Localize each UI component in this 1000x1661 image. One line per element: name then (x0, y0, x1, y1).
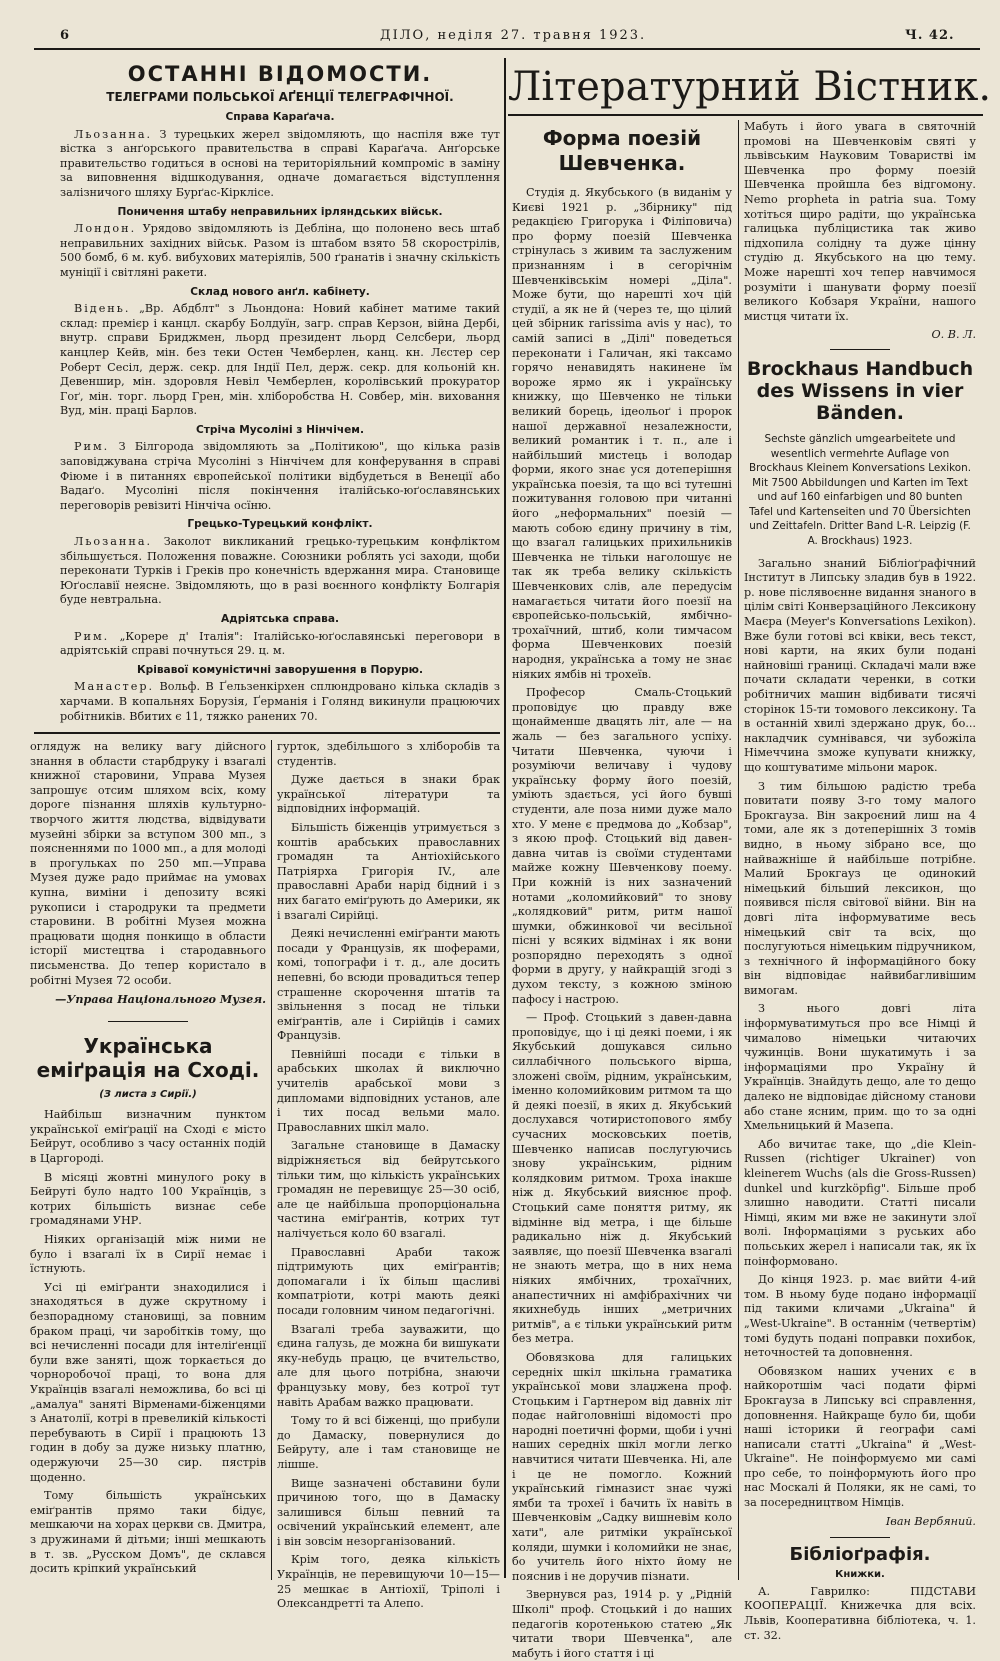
emigration-paragraph: Деякі нечисленні еміґранти мають посади у Французів, як шоферами, комі, топографи і т. д., але досить непевні, бо всюди провадиться тепер страшенне скорочення штатів та звільнення з посад не тільки еміґрантів, але і Сирійців і самих Французів. (277, 927, 500, 1043)
brockhaus-paragraph: Обовязком наших учених є в найкоротшім часі подати фірмі Брокгауза в Липську всі справлення, доповнення. Найкраще було би, щоби наші історики й географи самі написали статті „Ukraina" й „West-Ukraine". Не поінформуємо ми самі про себе, то поінформують його про нас Москалі й Поляки, як не самі, то за посередництвом Німців. (744, 1364, 976, 1510)
news-item: Манастер. Вольф. В Ґельзенкірхен сплюндровано кілька складів з харчами. В копальнях Борузія, Ґерманія і Голянд викинули працюючих робітників. Вбитих є 11, тяжко ранених 70. (60, 680, 500, 723)
emigration-subtitle: (З листа з Сирії.) (99, 1088, 197, 1100)
brockhaus-paragraph: Або вичитає таке, що „die Klein-Russen (richtiger Ukrainer) von kleinerem Wuchs (als die Gross-Russen) dunkel und kurzköpfig". Більше проб злишно наводити. Статті писали Німці, яким ми вже не закинути злої волі. Інформаціями з руських або польських жерел і написали так, як їх поінформовано. (744, 1137, 976, 1268)
column-rule (738, 120, 739, 1580)
column-rule (271, 740, 272, 1580)
issue-number: Ч. 42. (905, 28, 955, 43)
brockhaus-german-description: Sechste gänzlich umgearbeitete und wesentlich vermehrte Auflage von Brockhaus Kleinem Konversations Lexikon. Mit 7500 Abbildungen und Karten im Text und auf 160 einfarbigen und 80 bunten Tafel und Kartenseiten und 70 Übersichten und Zeittafeln. Dritter Band L-R. Leipzig (F. A. Brockhaus) 1923. (748, 432, 972, 548)
museum-notice: оглядуж на велику вагу дійсного знання в области старбдруку і взагалі книжної старовини, Управа Музея запрошує отсим шляхом всіх, кому дороге пізнання шляхів культурно-творчого життя людства, відвідувати музейні збірки за вступом 300 мп., з поясненнями по 1000 мп., а для молоді в прогульках по 250 мп.—Управа Музея дуже радо приймає на умовах купна, виміни і депозиту всякі рукописи і стародруки та предмети старовини. В робітні Музея можна працювати щодня понкищо в области історії мистецтва і стародавнього письменства. До тепер користало в робітні Музея 72 особи. (30, 740, 266, 987)
literary-paragraph: — Проф. Стоцький з давен-давна проповідує, що і ці деякі поеми, і як Якубський дошукався сильно силлабічного польського вірша, зложені своїм, рідним, українським, іменно коломийковим ритмом та що й деякі поезії, в яких д. Якубський дослухався чотиристопового ямбу сучасних московських поетів, Шевченко написав послугуючись знову українським, рідним колядковим ритмом. Троха інакше ніж д. Якубський вияснює проф. Стоцький саме поняття ритму, як відмінне від метра, і ще більше радикально ніж д. Якубський заявляє, що поезії Шевченка взагалі не знають метра, що в них нема ніяких ямбічних, трохаїчних, анапестичних ні амфібрахічних чи якихнебудь інших „метричних ритмів", а є тільки український ритм без метра. (512, 1011, 732, 1346)
emigration-paragraph: Крім того, деяка кількість Українців, не перевищуючи 10—15—25 мешкає в Антіохії, Тріполі і Олександретті та Алепо. (277, 1553, 500, 1611)
news-item: Льозанна. Заколот викликаний грецько-турецьким конфліктом збільшується. Положення поважне. Союзники роблять усі заходи, щоби переконати Турків і Греків про конечність вдержання мира. Становище Юґославії неясне. Звідомляють, що в разі воєнного конфлікту Болгарія буде невтральна. (60, 535, 500, 607)
news-heading: Стріча Мусоліні з Нінчічем. (196, 423, 364, 436)
divider (108, 1021, 188, 1022)
latest-news-title: ОСТАННІ ВІДОМОСТИ. (127, 62, 433, 86)
emigration-paragraph: В місяці жовтні минулого року в Бейруті було надто 100 Українців, з котрих більшість визнає себе громадянами УНР. (30, 1170, 266, 1228)
news-item: Лондон. Урядово звідомляють із Дебліна, що полонено весь штаб неправильних західних військ. Разом із штабом взято 58 скорострілів, 500 бомб, 6 м. куб. вибухових матеріялів, 500 ґранатів і значну скількість муніції і світляні ракети. (60, 222, 500, 279)
latest-news-section (60, 58, 500, 726)
brockhaus-paragraph: До кінця 1923. р. має вийти 4-ий том. В ньому буде подано інформації під такими кличами „Ukraina" й „West-Ukraine". В останнім (четвертім) томі будуть подані поправки похибок, неточностей та доповнення. (744, 1273, 976, 1360)
news-item: Льозанна. З турецьких жерел звідомляють, що наспіля вже тут вістка з анґорського правительства в справі Караґача. Анґорське правительство годиться в основі на територіяльний компроміс в заміну за виповнення відшкодування, одначе домагається відступлення залізничого шляху Бурґас-Кірклісе. (60, 127, 500, 199)
emigration-paragraph: Православні Араби також підтримують цих еміґрантів; допомагали і їх більш щасливі компатріоти, котрі мають деякі посади головним чином педагогічні. (277, 1245, 500, 1317)
emigration-paragraph: Загальне становище в Дамаску відріжняється від бейрутського тільки тим, що кількість українських громадян не перевищує 25—30 осіб, але це найбільша пропорціональна частина еміґрантів, котрих тут налічується коло 60 взагалі. (277, 1139, 500, 1240)
literary-paragraph: Професор Смаль-Стоцький проповідує цю правду вже щонайменше двацять літ, але — на жаль — без загального успіху. Читати Шевченка, чуючи і розуміючи величаву і чудову українську форму його поезій, уміють здається, усі його бувші студенти, але поза ними дуже мало хто. У мене є предмова до „Кобзар", з якою проф. Стоцький від давен-давна читав із своїми студентами майже кожну Шевченкову поему. При кожній із них зазначений нотами „коломийковий" то знову „колядковий" ритм, ритм нашої шумки, обжинкової чи весільної пісні у всяких відмінах і як вони розпорядно переходять з одної форми в другу, у найкращій згоді з духом тексту, з кожною зміною пафосу і настрою. (512, 686, 732, 1006)
emigration-paragraph: Дуже дається в знаки брак української літератури та відповідних інформацій. (277, 773, 500, 816)
emigration-paragraph: Взагалі треба зауважити, що єдина галузь, де можна би вишукати яку-небудь працю, це вчительство, але для цього потрібна, знаючи французьку мову, без котрої тут навіть Арабам важко працювати. (277, 1322, 500, 1409)
masthead-dateline: ДІЛО, неділя 27. травня 1923. (380, 28, 647, 43)
news-item: Рим. „Корере д' Італія": Італійсько-юґославянські переговори в адріятській справі почнуться 29. ц. м. (60, 629, 500, 658)
emigration-paragraph: Ніяких організацій між ними не було і взагалі їх в Сирії немає і їстнують. (30, 1233, 266, 1276)
brockhaus-paragraph: З тим більшою радістю треба повитати появу 3-го тому малого Брокгауза. Він закроєний лиш на 4 томи, але як з дотеперішніх 3 томів видно, в ньому зібрано все, що найважніше й найбільше потрібне. Малий Брокгауз це одинокий німецький більший лексикон, що появився після світової війни. Він на довгі літа інформуватиме весь німецький світ та всіх, що послугуються німецьким підручником, з технічного й інформаційного боку він відповідає найвибагливішим вимогам. (744, 779, 976, 997)
news-heading: Поничення штабу неправильних ірляндських військ. (117, 205, 443, 218)
page-number: 6 (60, 28, 71, 43)
news-heading: Грецько-Турецький конфлікт. (187, 518, 373, 531)
literary-paragraph: Звернувся раз, 1914 р. у „Рідній Школі" проф. Стоцький і до наших педагогів коротенькою статею „Як читати твори Шевченка", але мабуть і його стаття і ці (512, 1588, 732, 1660)
brockhaus-title: Brockhaus Handbuch des Wissens in vier Bänden. (746, 357, 974, 424)
news-heading: Склад нового анґл. кабінету. (190, 285, 370, 298)
literary-paragraph: Мабуть і його увага в святочній промові на Шевченковім святі у львівським Науковим Товариствi ім Шевченка про форму поезій Шевченка пройшла без відгомону. Nemo propheta in patria sua. Тому хотіться щиро радіти, що українська галицька публіцистика так живо підхопила солідну та дуже цінну студію д. Якубського на цю тему. Може нарешті хоч тепер навчимося розуміти і шанувати форму поезії великого Кобзаря України, нашого мистця читати їх. (744, 120, 976, 323)
emigration-paragraph: Найбільш визначним пунктом української еміґрації на Сході є місто Бейрут, особливо з часу останніх подій в Царгороді. (30, 1108, 266, 1166)
literary-signature: О. В. Л. (931, 328, 976, 342)
divider (830, 1537, 890, 1538)
bibliography-title: Бібліоґрафія. (789, 1544, 931, 1566)
literary-paragraph: Студія д. Якубського (в виданім у Києві 1921 р. „Збірнику" під редакцією Григорука і Філіповича) про форму поезій Шевченка стрінулась з живим та заслуженим признанням і в сегорічнім Шевченківськім номері „Діла". Може бути, що нарешті хоч цій студії, а як не й (через те, що цілий цей збірник rarissima avis у нас), то самій записі в „Ділі" поведеться переконати і Галичан, які таксамо горячо ненавидять накинене їм вороже ярмо як і українську книжку, що Шевченко не тільки великий борець, ідеольоґ і пророк нашої державної незалежности, великий романтик і т. п., але і найбільший мистець і володар форми, якого знає уся дотеперішня українська поезія, та що всі тутешні пожитування головою при читанні його „неформальних" поезій — мають собою єдину причину в тім, що взагал галицьких прихильників Шевченка не тільки наголошує не так як треба велику скількість Шевченкових слів, але передусім намагається читати його поезії на європейсько-польській, ямбічно-трохаїчний, штиб, коли тимчасом форма Шевченкових поезій народня, українська а тому не знає ніяких ямбів ні трохеїв. (512, 186, 732, 681)
review-column (744, 120, 976, 1642)
latest-news-subtitle: ТЕЛЕГРАМИ ПОЛЬСЬКОЇ АҐЕНЦІЇ ТЕЛЕГРАФІЧНОЇ. (106, 90, 454, 104)
brockhaus-paragraph: З нього довгі літа інформуватимуться про все Німці й чималово німецьки читаючих чужинців. Вони шукатимуть і за інформаціями про Україну й Українців. Знайдуть дещо, але то дещо далеко не відповідає дійсному станови або стане ясним, прим. що то за одні Хмельницький й Мазепа. (744, 1002, 976, 1133)
news-heading: Справа Караґача. (225, 111, 335, 123)
emigration-paragraph: Вище зазначені обставини були причиною того, що в Дамаску залишився більш певний та освічений український елемент, але і він зовсім незорганізований. (277, 1476, 500, 1548)
news-heading: Адріятська справа. (220, 613, 340, 625)
emigration-title: Українська еміґрація на Сході. (36, 1033, 260, 1082)
news-item: Рим. З Білгорода звідомляють за „Політикою", що кілька разів заповіджувана стріча Мусоліні з Нінчічем для конферування в справі Фіюме і в питаннях європейської політики відбудеться в Венеції або Вадаґо. Мусоліні після покінчення італійсько-юґославянських переговорів ревізиті Нінчіча осїню. (60, 440, 501, 512)
museum-and-emigration-column (30, 740, 266, 1580)
emigration-paragraph: гурток, здебільшого з хліборобів та студентів. (277, 740, 500, 768)
brockhaus-paragraph: Загально знаний Бібліоґрафічний Інститут в Липську зладив був в 1922. р. нове післявоєнне видання знаного в цілім світі Конверзаційного Лексикону Маєра (Meyer's Konversations Lexikon). Вже були готові всі квіки, весь текст, нові карти, на яких були подані найновіші границі. Складачі мали вже почати складати черенки, в сотки робітничих машин відбивати тисячі сторінок 15-ти томового лексикону. Та в останній хвилі здержано друк, бо... накладчик сумнівався, чи зубожіла Німеччина зможе купувати книжку, що коштуватиме мільони марок. (744, 556, 976, 774)
emigration-paragraph: Більшість біженців утримується з коштів арабських православних громадян та Антіохійського Патріярха Григорія IV., але православні Араби нарід бідний і з них багато еміґрують до Америки, як і взагалі Сирійці. (277, 820, 500, 922)
bibliography-entry: А. Гаврилко: ПІДСТАВИ КООПЕРАЦІЇ. Книжечка для всіх. Львів, Кооперативна бібліотека, ч. 1. ст. 32. (744, 1584, 976, 1642)
bibliography-subtitle: Книжки. (835, 1569, 885, 1581)
museum-signature: —Управа Національного Музея. (55, 992, 266, 1007)
divider (830, 349, 890, 350)
literary-paragraph: Обовязкова для галицьких середніх шкіл шкільна граматика української мови злаџжена проф. Стоцьким і Гартнером від давніх літ подає найголовніші відомості про народні поетичні форми, щоби і учні наших середніх шкіл могли легко навчитися читати Шевченка. Ні, але і це не помогло. Кожний український гімназист знає чужі ямби та трохеї і бачить їх навіть в Шевченковім „Садку вишневім коло хати", але ритміки української коляди, шумки і коломийки не знає, бо учитель його ніхто йому не пояснив і не доручив пізнати. (512, 1350, 732, 1583)
news-item: Відень. „Вр. Абдблт" з Льондона: Новий кабінет матиме такий склад: премієр і канцл. скарбу Болдуїн, загр. справ Керзон, війна Дербі, внутр. справи Бриджмен, льорд президент льорд Селсбери, льорд канцлер Кейв, мін. без теки Остен Чемберлен, канц. кн. Лєстер сер Роберт Сесіл, держ. секр. для Індії Пел, держ. секр. для кольоній кн. Девеншир, мін. здоровля Невіл Чемберлен, королівський прокуратор Гоґ, мін. торг. льорд Грен, мін. хліборобства Н. Совбер, мін. виховання Вуд, мін. праці Барлов. (60, 302, 500, 418)
literary-masthead: Літературний Вістник. (508, 64, 992, 110)
literary-article-column (512, 120, 732, 1660)
emigration-paragraph: Усі ці еміґранти знаходилися і знаходяться в дуже скрутному і безпорадному становищі, за повним браком праці, чи заробітків тому, що всі нечисленні посади для інтеліґенції були вже заняті, щож торкається до чорноробочої праці, то вона для Українців взагалі неможлива, бо всі ці „амалуа" заняті Вірменами-біженцями з Анатолії, котрі в превеликій кількості перебувають в Сирії і працюють 13 годин в добу за дуже низьку платню, одержуючи 25—30 сир. пястрів щоденно. (30, 1280, 266, 1484)
brockhaus-signature: Іван Вербяний. (885, 1514, 976, 1528)
header-rule (34, 48, 980, 50)
news-heading: Крівавої комуністичні заворушення в Порурю. (136, 663, 424, 676)
emigration-paragraph: Тому більшість українських еміґрантів прямо таки бідує, мешкаючи на хорах церкви св. Дмитра, з дружинами й дітьми; інші мешкають в т. зв. „Русском Домъ", де склався досить кріпкий український (30, 1489, 266, 1576)
literary-article-title: Форма поезій Шевченка. (542, 126, 702, 175)
latest-news-body (60, 110, 500, 724)
literary-rule (508, 114, 983, 116)
center-vertical-rule (504, 58, 506, 1578)
left-horizontal-rule (34, 732, 500, 734)
emigration-paragraph: Певнійші посади є тільки в арабських школах й виключно учителів арабської мови з дипломами відповідних установ, але і тих посад вельми мало. Православних шкіл мало. (277, 1047, 500, 1134)
emigration-continued-column (277, 740, 500, 1611)
emigration-paragraph: Тому то й всі біженці, що прибули до Дамаску, повернулися до Бейруту, але і там становище не лішше. (277, 1414, 500, 1471)
